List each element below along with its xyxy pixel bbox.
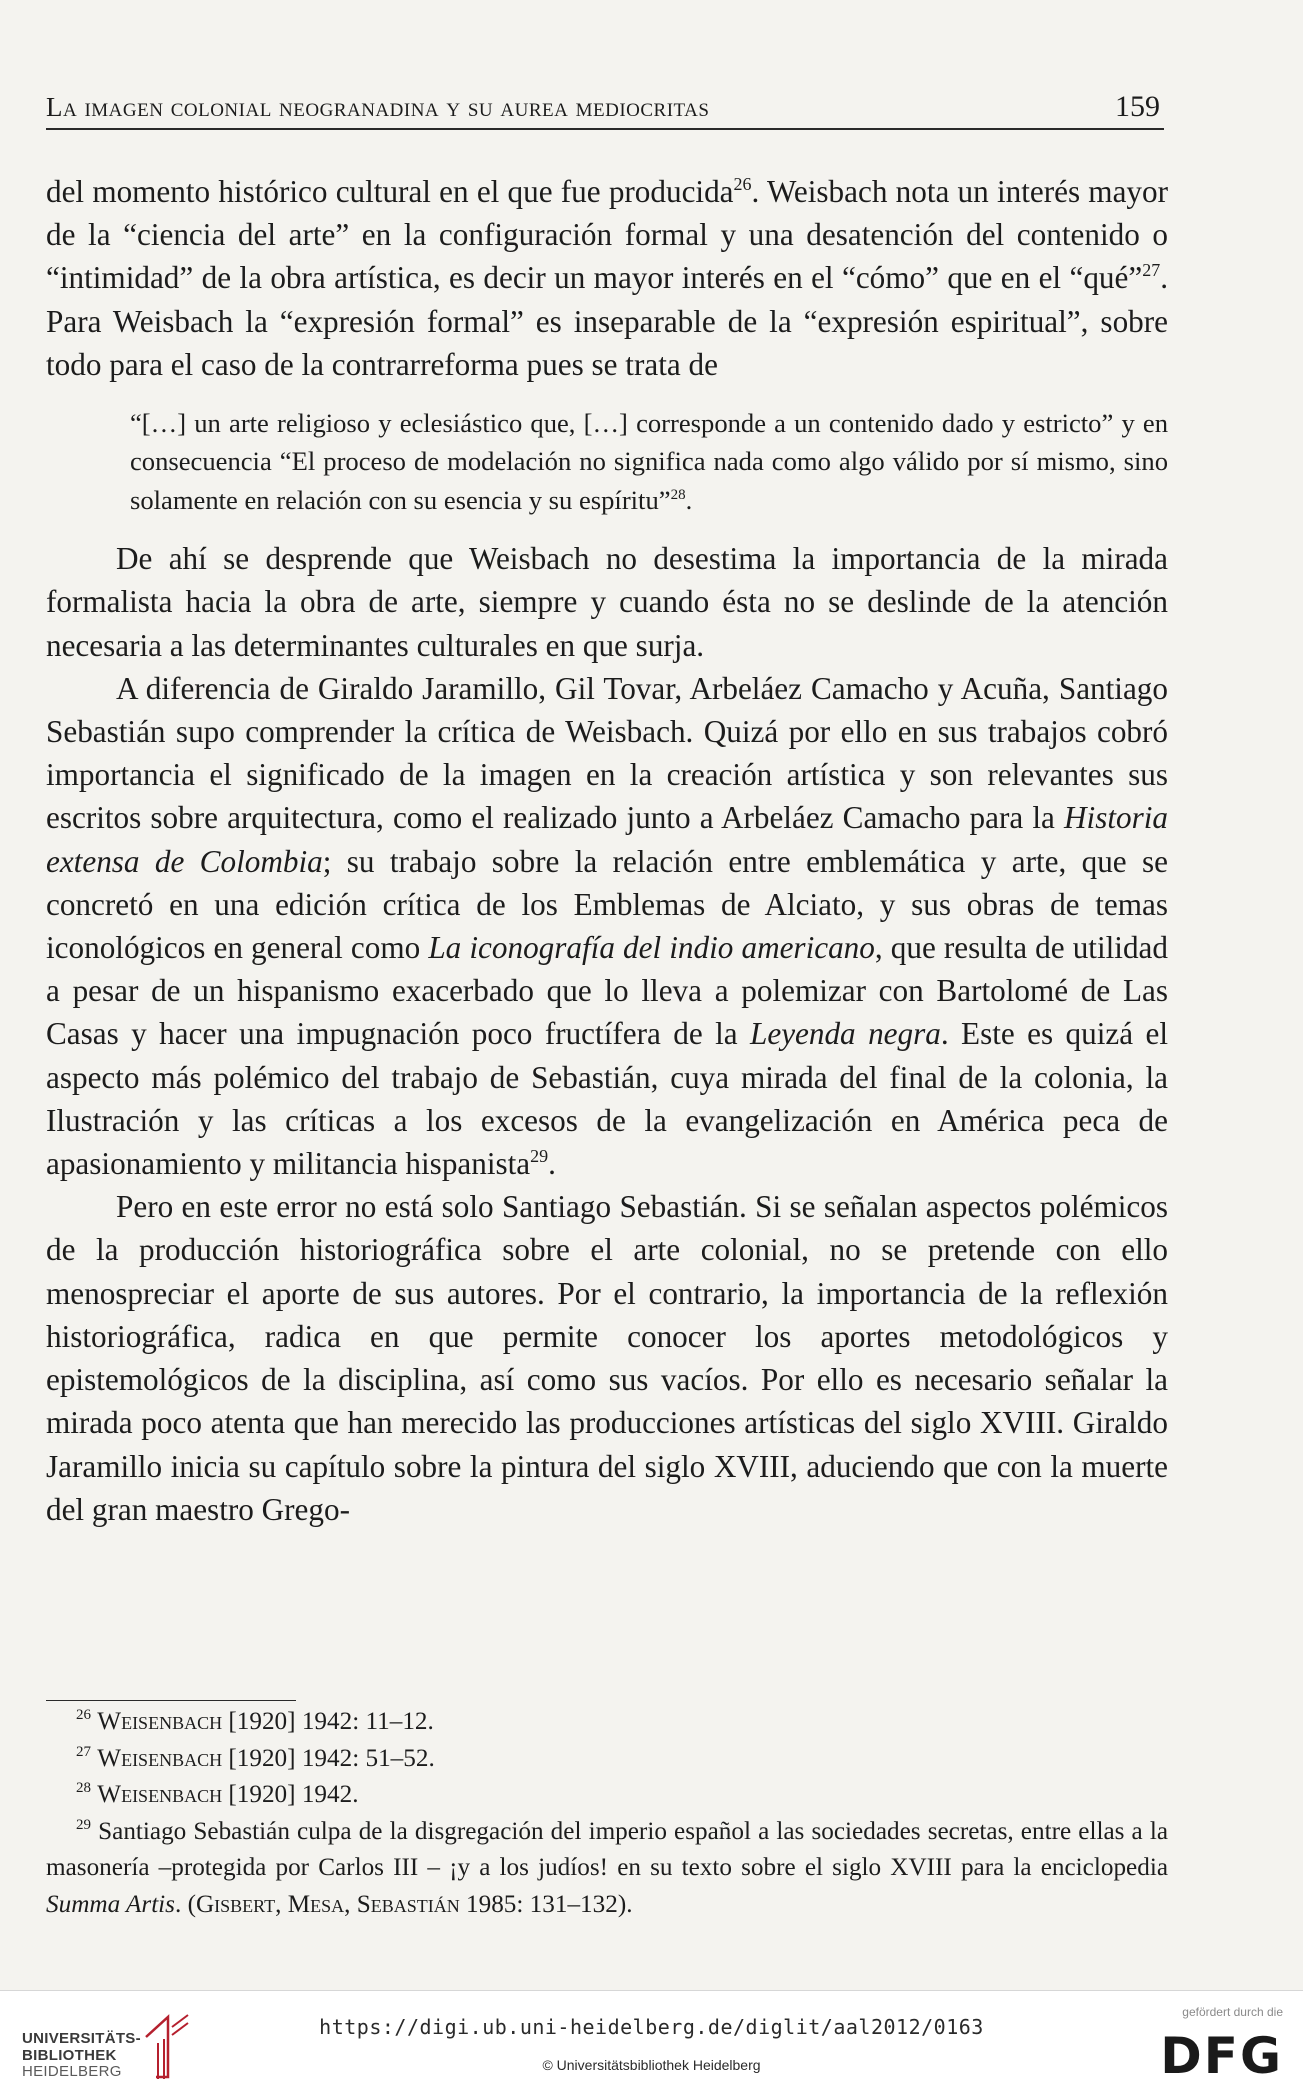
block-quote: “[…] un arte religioso y eclesiástico que, […] corresponde a un contenido dado y estricto” y en consecuencia “El proceso de modelación no significa nada como algo válido por sí mismo, sino solamente en relación con su esencia y su espíritu”$^{28}$. — [130, 408, 1168, 515]
running-head-title: La imagen colonial neogranadina y su aurea mediocritas — [46, 92, 710, 122]
paragraph-1: del momento histórico cultural en el que fue producida$^{26}$. Weisbach nota un interés mayor de la “ciencia del arte” en la configuración formal y una desatención del contenido o “intimidad” de la obra artística, es decir un mayor interés en el “cómo” que en el “qué”$^{27}$. Para Weisbach la “expresión formal” es inseparable de la “expresión espiritual”, sobre todo para el caso de la contrarreforma pues se trata de — [46, 174, 1168, 382]
footnote-28: $^{28}$ Weisenbach [1920] 1942. — [76, 1780, 359, 1808]
footnote-27: $^{27}$ Weisenbach [1920] 1942: 51–52. — [76, 1743, 435, 1772]
dfg-badge[interactable] — [1157, 2005, 1283, 2085]
footnote-divider — [46, 1700, 296, 1701]
dfg-logo: DFG — [1160, 2027, 1283, 2085]
library-name-line2: BIBLIOTHEK — [22, 2046, 117, 2064]
source-url-link[interactable]: https://digi.ub.uni-heidelberg.de/diglit/aal2012/0163 — [319, 2015, 984, 2039]
footnote-ref-29[interactable]: 29 — [530, 1146, 549, 1167]
title-leyenda-negra: Leyenda negra — [750, 1016, 941, 1052]
paragraph-4: Pero en este error no está solo Santiago Sebastián. Si se señalan aspectos polémicos de la producción historiográfica sobre el arte colonial, no se pretende con ello menospreciar el aporte de sus autores. Por el contrario, la importancia de la reflexión historiográfica, radica en que permite conocer los aportes metodológicos y epistemológicos de la disciplina, así como sus vacíos. Por ello es necesario señalar la mirada poco atenta que han merecido las producciones artísticas del siglo XVIII. Giraldo Jaramillo inicia su capítulo sobre la pintura del siglo XVIII, aduciendo que con la muerte del gran maestro Grego- — [46, 1189, 1168, 1527]
running-head — [46, 88, 1164, 130]
footnote-26: $^{26}$ Weisenbach [1920] 1942: 11–12. — [76, 1707, 434, 1735]
paragraph-2: De ahí se desprende que Weisbach no desestima la importancia de la mirada formalista hacia la obra de arte, siempre y cuando ésta no se deslinde de la atención necesaria a las determinantes culturales en que surja. — [46, 541, 1168, 663]
footnotes — [46, 1704, 1168, 1923]
dfg-funded-by: gefördert durch die — [1182, 2005, 1283, 2019]
library-name-line1: UNIVERSITÄTS- — [22, 2030, 141, 2047]
footnote-ref-28[interactable]: 28 — [670, 486, 686, 503]
footnote-29: $^{29}$ Santiago Sebastián culpa de la disgregación del imperio español a las sociedades secretas, entre ellas a la masonería –protegida por Carlos III – ¡y a los judíos! en su texto sobre el siglo XVIII para la enciclopedia Summa Artis. (Gisbert, Mesa, Sebastián 1985: 131–132). — [46, 1816, 1169, 1918]
digitization-footer — [0, 1990, 1303, 2098]
main-text — [46, 170, 1168, 1531]
paragraph-3: A diferencia de Giraldo Jaramillo, Gil Tovar, Arbeláez Camacho y Acuña, Santiago Sebastián supo comprender la crítica de Weisbach. Quizá por ello en sus trabajos cobró importancia el significado de la imagen en la creación artística y son relevantes sus escritos sobre arquitectura, como el realizado junto a Arbeláez Camacho para la Historia extensa de Colombia; su trabajo sobre la relación entre emblemática y arte, que se concretó en una edición crítica de los Emblemas de Alciato, y sus obras de temas iconológicos en general como La iconografía del indio americano, que resulta de utilidad a pesar de un hispanismo exacerbado que lo lleva a polemizar con Bartolomé de Las Casas y hacer una impugnación poco fructífera de la Leyenda negra. Este es quizá el aspecto más polémico del trabajo de Sebastián, cuya mirada del final de la colonia, la Ilustración y las críticas a los excesos de la evangelización en América peca de apasionamiento y militancia hispanista$^{29}$. — [46, 670, 1168, 1182]
footnote-ref-27[interactable]: 27 — [1142, 260, 1161, 281]
page-number: 159 — [1115, 90, 1160, 123]
footnote-ref-26[interactable]: 26 — [733, 174, 752, 194]
title-historia-extensa: Historia extensa de Colombia — [46, 800, 1168, 879]
copyright-notice: © Universitätsbibliothek Heidelberg — [542, 2057, 761, 2073]
library-name-line3: HEIDELBERG — [22, 2063, 122, 2080]
title-iconografia: La iconografía del indio americano — [428, 930, 875, 966]
